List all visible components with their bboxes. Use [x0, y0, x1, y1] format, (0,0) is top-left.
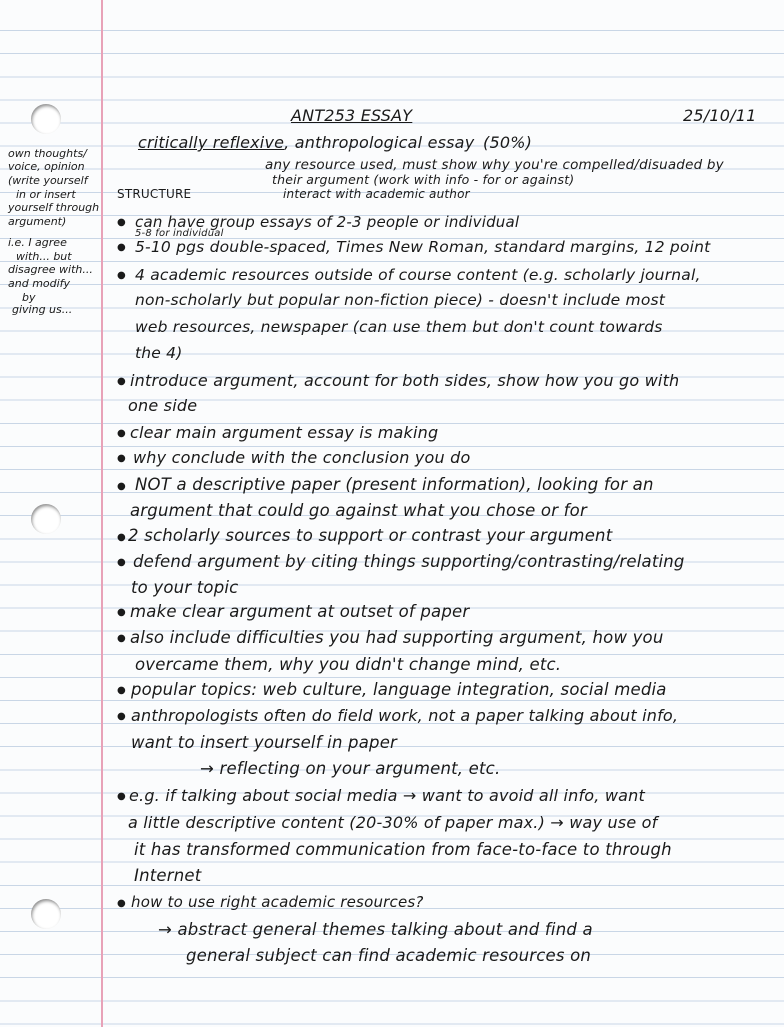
bullet-dot: ●	[117, 557, 126, 568]
bullet-example-4: Internet	[134, 866, 202, 885]
margin-note-line-4: in or insert	[16, 188, 76, 201]
bullet-dot: ●	[117, 217, 126, 228]
bullet-field-work-2: want to insert yourself in paper	[131, 733, 398, 752]
punch-hole-bottom	[31, 899, 61, 929]
bullet-not-descriptive-2: argument that could go against what you chose or for	[130, 501, 587, 520]
page-title: ANT253 ESSAY	[291, 106, 413, 125]
bullet-outset: make clear argument at outset of paper	[130, 602, 470, 621]
margin-note-line-2: voice, opinion	[8, 160, 85, 173]
bullet-example-1: e.g. if talking about social media → want to avoid all info, want	[129, 786, 645, 805]
essay-heading	[138, 133, 474, 152]
bullet-dot: ●	[117, 481, 126, 492]
bullet-dot: ●	[117, 791, 126, 802]
margin-note-line-9: disagree with...	[8, 263, 93, 276]
bullet-popular-topics: popular topics: web culture, language integration, social media	[131, 680, 667, 699]
heading-emphasis: critically reflexive	[138, 133, 285, 152]
bullet-clear-main: clear main argument essay is making	[130, 423, 439, 442]
punch-hole-middle	[31, 504, 61, 534]
margin-note-line-10: and modify	[8, 277, 71, 290]
essay-weight: (50%)	[483, 133, 533, 152]
structure-label: STRUCTURE	[117, 187, 192, 201]
resource-note-line-3: interact with academic author	[283, 187, 470, 201]
bullet-dot: ●	[117, 532, 126, 543]
bullet-group-essays-sub: 5-8 for individual	[135, 228, 224, 239]
bullet-defend-1: defend argument by citing things supporting/contrasting/relating	[133, 552, 685, 571]
margin-line	[101, 0, 103, 1027]
bullet-dot: ●	[117, 270, 126, 281]
margin-note-line-6: argument)	[8, 215, 67, 228]
bullet-dot: ●	[117, 453, 126, 464]
bullet-resources-1: 4 academic resources outside of course content (e.g. scholarly journal,	[135, 266, 701, 284]
margin-note-line-1: own thoughts/	[8, 147, 87, 160]
bullet-academic-resources-sub-2: general subject can find academic resources on	[186, 946, 592, 965]
margin-note-line-12: giving us...	[12, 303, 73, 316]
bullet-dot: ●	[117, 685, 126, 696]
bullet-conclude: why conclude with the conclusion you do	[133, 448, 471, 467]
bullet-introduce-2: one side	[128, 396, 198, 415]
margin-note-line-11: by	[22, 291, 36, 304]
bullet-dot: ●	[117, 607, 126, 618]
bullet-dot: ●	[117, 711, 126, 722]
bullet-defend-2: to your topic	[131, 578, 239, 597]
bullet-field-work-1: anthropologists often do field work, not a paper talking about info,	[131, 706, 679, 725]
page-date: 25/10/11	[683, 106, 757, 125]
bullet-field-work-sub: → reflecting on your argument, etc.	[200, 759, 501, 778]
punch-hole-top	[31, 104, 61, 134]
bullet-not-descriptive-1: NOT a descriptive paper (present information), looking for an	[135, 475, 654, 494]
bullet-format: 5-10 pgs double-spaced, Times New Roman, standard margins, 12 point	[135, 238, 711, 256]
margin-note-line-8: with... but	[16, 250, 72, 263]
bullet-resources-3: web resources, newspaper (can use them but don't count towards	[135, 318, 663, 336]
bullet-difficulties-2: overcame them, why you didn't change mind, etc.	[135, 655, 562, 674]
bullet-scholarly-sources: 2 scholarly sources to support or contrast your argument	[128, 526, 613, 545]
heading-rest: , anthropological essay	[284, 133, 475, 152]
bullet-dot: ●	[117, 242, 126, 253]
bullet-example-3: it has transformed communication from face-to-face to through	[134, 840, 672, 859]
bullet-dot: ●	[117, 898, 126, 909]
bullet-example-2: a little descriptive content (20-30% of paper max.) → way use of	[128, 813, 658, 832]
resource-note-line-1: any resource used, must show why you're compelled/disuaded by	[265, 157, 724, 173]
margin-note-line-7: i.e. I agree	[8, 236, 67, 249]
resource-note-line-2: their argument (work with info - for or against)	[272, 172, 575, 187]
bullet-introduce-1: introduce argument, account for both sides, show how you go with	[130, 371, 680, 390]
margin-note-line-3: (write yourself	[8, 174, 88, 187]
bullet-academic-resources: how to use right academic resources?	[131, 893, 424, 911]
bullet-dot: ●	[117, 428, 126, 439]
bullet-resources-2: non-scholarly but popular non-fiction piece) - doesn't include most	[135, 291, 666, 309]
bullet-group-essays: can have group essays of 2-3 people or individual	[135, 213, 520, 231]
margin-note-line-5: yourself through	[8, 201, 100, 214]
bullet-academic-resources-sub-1: → abstract general themes talking about and find a	[158, 920, 593, 939]
bullet-resources-4: the 4)	[135, 344, 183, 362]
bullet-dot: ●	[117, 376, 126, 387]
bullet-dot: ●	[117, 633, 126, 644]
bullet-difficulties-1: also include difficulties you had supporting argument, how you	[130, 628, 664, 647]
